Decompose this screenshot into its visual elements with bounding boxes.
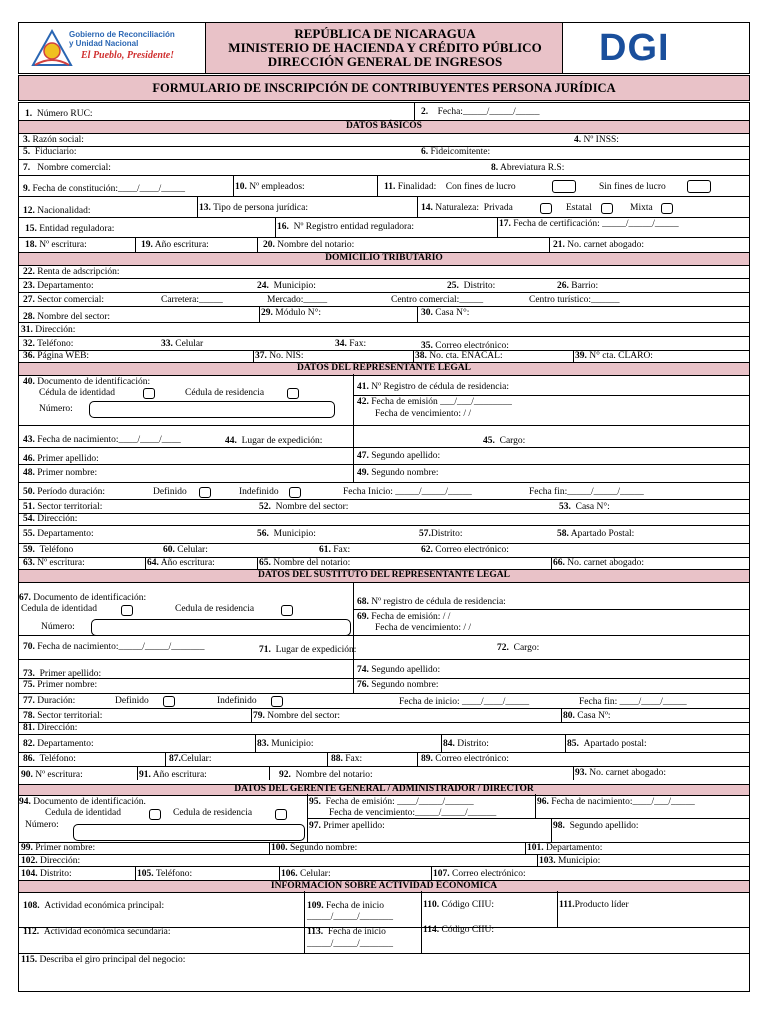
section-datos-basicos: DATOS BÁSICOS [19, 120, 749, 134]
label-25: 25. Distrito: [447, 281, 496, 291]
label-112: 112. Actividad económica secundaria: [23, 927, 171, 937]
label-47: 47. Segundo apellido: [357, 451, 441, 461]
label-101: 101. Departamento: [527, 843, 603, 853]
form-title: FORMULARIO DE INSCRIPCIÓN DE CONTRIBUYENTES PERSONA JURÍDICA [18, 75, 750, 101]
label-52: 52. Nombre del sector: [259, 502, 349, 512]
label-50b: Indefinido [239, 487, 279, 497]
label-113b: _____/_____/_______ [307, 939, 394, 949]
checkbox-estatal[interactable] [601, 203, 613, 214]
label-3: 3. Razón social: [23, 135, 84, 145]
government-logo [19, 23, 206, 73]
form-page [18, 22, 750, 992]
label-94: 94. Documento de identificación. [19, 797, 146, 807]
section-domicilio: DOMICILIO TRIBUTARIO [19, 252, 749, 266]
rep-document-number-input[interactable] [89, 401, 335, 418]
label-94c: Número: [25, 820, 59, 830]
checkbox-sin-fines-lucro[interactable] [687, 180, 711, 193]
label-8: 8. Abreviatura R.S: [491, 163, 565, 173]
label-102: 102. Dirección: [21, 856, 81, 866]
label-27c: Centro comercial:_____ [391, 295, 484, 305]
label-69b: Fecha de vencimiento: / / [375, 623, 472, 633]
label-72: 72. Cargo: [497, 643, 540, 653]
label-33: 33. Celular [161, 339, 204, 349]
label-11: 11. Finalidad: Con fines de lucro [384, 182, 516, 192]
label-estatal: Estatal [566, 203, 592, 213]
label-88: 88. Fax: [331, 754, 363, 764]
label-46: 46. Primer apellido: [23, 454, 99, 464]
label-13: 13. Tipo de persona jurídica: [199, 203, 308, 213]
label-103: 103. Municipio: [539, 856, 601, 866]
label-106: 106. Celular: [281, 869, 331, 879]
label-69: 69. Fecha de emisión: / / [357, 612, 451, 622]
label-113: 113. Fecha de inicio [307, 927, 386, 937]
label-15: 15. Entidad reguladora: [25, 224, 115, 234]
label-105: 105. Teléfono: [137, 869, 193, 879]
label-49: 49. Segundo nombre: [357, 468, 439, 478]
label-37: 37. No. NIS: [255, 351, 304, 361]
label-81: 81. Dirección: [23, 723, 78, 733]
label-73: 73. Primer apellido: [23, 669, 102, 679]
checkbox-fines-lucro[interactable] [552, 180, 576, 193]
label-82: 82. Departamento: [23, 739, 94, 749]
label-58: 58. Apartado Postal: [557, 529, 635, 539]
sust-document-number-input[interactable] [91, 619, 351, 636]
label-108: 108. Actividad económica principal: [23, 901, 165, 911]
section-representante: DATOS DEL REPRESENTANTE LEGAL [19, 362, 749, 376]
checkbox-rep-cedula-residencia[interactable] [287, 388, 299, 399]
label-63: 63. Nº escritura: [23, 558, 85, 568]
label-109b: _____/_____/_______ [307, 912, 394, 922]
label-110: 110. Código CIIU: [423, 900, 494, 910]
gov-name-line2: y Unidad Nacional [69, 39, 139, 48]
checkbox-rep-definido[interactable] [199, 487, 211, 498]
label-99: 99. Primer nombre: [21, 843, 96, 853]
label-80: 80. Casa Nº: [563, 711, 611, 721]
section-actividad: INFORMACION SOBRE ACTIVIDAD ECONOMICA [19, 880, 749, 893]
label-34: 34. Fax: [335, 339, 367, 349]
label-27a: Carretera:_____ [161, 295, 223, 305]
label-27: 27. Sector comercial: [23, 295, 104, 305]
checkbox-ger-cedula-residencia[interactable] [275, 809, 287, 820]
label-66: 66. No. carnet abogado: [553, 558, 645, 568]
dgi-text: DGI [599, 27, 670, 69]
gov-slogan: El Pueblo, Presidente! [81, 50, 175, 61]
label-70: 70. Fecha de nacimiento:_____/_____/_______ [23, 642, 205, 652]
label-61: 61. Fax: [319, 545, 351, 555]
ger-document-number-input[interactable] [73, 824, 305, 841]
label-14: 14. Naturaleza: Privada [421, 203, 513, 213]
checkbox-sust-definido[interactable] [163, 696, 175, 707]
label-51: 51. Sector territorial: [23, 502, 103, 512]
label-53: 53. Casa N°: [559, 502, 610, 512]
label-12: 12. Nacionalidad: [23, 206, 91, 216]
label-mixta: Mixta [630, 203, 653, 213]
label-29: 29. Módulo N°: [261, 308, 322, 318]
label-89: 89. Correo electrónico: [421, 754, 509, 764]
dgi-logo [562, 23, 749, 73]
label-115: 115. Describa el giro principal del negocio: [21, 955, 186, 965]
label-65: 65. Nombre del notario: [259, 558, 351, 568]
label-77c: Fecha de inicio: ____/____/_____ [399, 697, 530, 707]
label-31: 31. Dirección: [21, 325, 76, 335]
header-titles [205, 27, 565, 69]
section-sustituto: DATOS DEL SUSTITUTO DEL REPRESENTANTE LEGAL [19, 569, 749, 583]
checkbox-rep-cedula-identidad[interactable] [143, 388, 155, 399]
label-87: 87.Celular: [169, 754, 212, 764]
label-36: 36. Página WEB: [23, 351, 90, 361]
label-50: 50. Período duración: [23, 487, 106, 497]
label-41: 41. Nº Registro de cédula de residencia: [357, 382, 509, 392]
label-5: 5. Fiduciario: [23, 147, 77, 157]
label-39: 39. N° cta. CLARO: [575, 351, 653, 361]
label-90: 90. Nº escritura: [21, 770, 83, 780]
label-22: 22. Renta de adscripción: [23, 267, 120, 277]
checkbox-sust-cedula-identidad[interactable] [121, 605, 133, 616]
label-100: 100. Segundo nombre: [271, 843, 358, 853]
label-2: 2. Fecha:_____/_____/_____ [421, 107, 540, 117]
label-91: 91. Año escritura: [139, 770, 207, 780]
label-67b: Cedula de residencia [175, 604, 255, 614]
label-111: 111.Producto líder [559, 900, 629, 910]
checkbox-ger-cedula-identidad[interactable] [149, 809, 161, 820]
label-23: 23. Departamento: [23, 281, 94, 291]
checkbox-privada[interactable] [540, 203, 552, 214]
label-93: 93. No. carnet abogado: [575, 768, 667, 778]
section-gerente: DATOS DEL GERENTE GENERAL / ADMINISTRADOR / DIRECTOR [19, 784, 749, 796]
label-16: 16. Nº Registro entidad reguladora: [277, 222, 414, 232]
title-direction: DIRECCIÓN GENERAL DE INGRESOS [267, 54, 503, 69]
label-57: 57.Distrito: [419, 529, 463, 539]
label-42: 42. Fecha de emisión ___/___/________ [357, 397, 512, 407]
label-20: 20. Nombre del notario: [263, 240, 355, 250]
label-62: 62. Correo electrónico: [421, 545, 509, 555]
label-48: 48. Primer nombre: [23, 468, 98, 478]
label-77a: Definido [115, 696, 149, 706]
label-9: 9. Fecha de constitución:____/____/_____ [23, 184, 186, 194]
label-67a: Cedula de identidad [21, 604, 97, 614]
label-71: 71. Lugar de expedición: [259, 645, 357, 655]
label-19: 19. Año escritura: [141, 240, 209, 250]
label-74: 74. Segundo apellido: [357, 665, 441, 675]
label-77b: Indefinido [217, 696, 257, 706]
label-40a: Cédula de identidad [39, 388, 115, 398]
label-40b: Cédula de residencia [185, 388, 265, 398]
label-67c: Número: [41, 622, 75, 632]
title-ministry: MINISTERIO DE HACIENDA Y CRÉDITO PÚBLICO [228, 40, 542, 55]
label-30: 30. Casa N°: [421, 308, 470, 318]
label-11b: Sin fines de lucro [599, 182, 666, 192]
label-83: 83. Municipio: [257, 739, 314, 749]
label-79: 79. Nombre del sector: [253, 711, 341, 721]
label-85: 85. Apartado postal: [567, 739, 647, 749]
title-republic: REPÚBLICA DE NICARAGUA [294, 26, 476, 41]
label-92: 92. Nombre del notario: [279, 770, 373, 780]
label-26: 26. Barrio: [557, 281, 599, 291]
label-21: 21. No. carnet abogado: [553, 240, 645, 250]
label-24: 24. Municipio: [257, 281, 316, 291]
label-98: 98. Segundo apellido: [553, 821, 639, 831]
label-42b: Fecha de vencimiento: / / [375, 409, 472, 419]
label-40: 40. Documento de identificación: [23, 377, 151, 387]
label-75: 75. Primer nombre: [23, 680, 98, 690]
checkbox-sust-cedula-residencia[interactable] [281, 605, 293, 616]
label-7: 7. Nombre comercial: [23, 163, 111, 173]
label-96: 96. Fecha de nacimiento:____/___/_____ [537, 797, 695, 807]
label-104: 104. Distrito: [21, 869, 72, 879]
label-97: 97. Primer apellido: [309, 821, 385, 831]
label-56: 56. Municipio: [257, 529, 316, 539]
label-114: 114. Código CIIU: [423, 925, 494, 935]
label-109: 109. Fecha de inicio [307, 901, 385, 911]
label-27d: Centro turístico:______ [529, 295, 620, 305]
label-64: 64. Año escritura: [147, 558, 215, 568]
label-54: 54. Dirección: [23, 514, 78, 524]
label-76: 76. Segundo nombre: [357, 680, 439, 690]
label-67: 67. Documento de identificación: [19, 593, 147, 603]
label-55: 55. Departamento: [23, 529, 94, 539]
label-77d: Fecha fin: ____/____/_____ [579, 697, 687, 707]
label-27b: Mercado:_____ [267, 295, 328, 305]
label-32: 32. Teléfono: [23, 339, 74, 349]
label-6: 6. Fideicomitente: [421, 147, 491, 157]
label-28: 28. Nombre del sector: [23, 312, 111, 322]
label-95b: Fecha de vencimiento:_____/_____/______ [329, 808, 497, 818]
label-86: 86. Teléfono: [23, 754, 76, 764]
label-50d: Fecha fin:_____/_____/_____ [529, 487, 644, 497]
label-18: 18. Nº escritura: [25, 240, 87, 250]
label-1: 1. Número RUC: [25, 109, 93, 119]
label-94b: Cedula de residencia [173, 808, 253, 818]
label-60: 60. Celular: [163, 545, 208, 555]
label-10: 10. Nº empleados: [235, 182, 305, 192]
label-44: 44. Lugar de expedición: [225, 436, 323, 446]
label-68: 68. Nº registro de cédula de residencia: [357, 597, 506, 607]
label-94a: Cedula de identidad [45, 808, 121, 818]
form-body [18, 102, 750, 992]
label-78: 78. Sector territorial: [23, 711, 103, 721]
label-40c: Número: [39, 404, 73, 414]
label-45: 45. Cargo: [483, 436, 526, 446]
label-50a: Definido [153, 487, 187, 497]
label-43: 43. Fecha de nacimiento:____/____/____ [23, 435, 181, 445]
label-59: 59. Teléfono [23, 545, 74, 555]
gov-name-line1: Gobierno de Reconciliación [69, 30, 175, 39]
label-107: 107. Correo electrónico: [433, 869, 526, 879]
label-95: 95. Fecha de emisión: ____/_____/______ [309, 797, 474, 807]
label-38: 38. No. cta. ENACAL: [415, 351, 503, 361]
label-84: 84. Distrito: [443, 739, 489, 749]
checkbox-rep-indefinido[interactable] [289, 487, 301, 498]
checkbox-mixta[interactable] [661, 203, 673, 214]
header [18, 22, 750, 74]
label-77: 77. Duración: [23, 696, 76, 706]
label-4: 4. Nº INSS: [574, 135, 619, 145]
label-50c: Fecha Inicio: _____/_____/_____ [343, 487, 472, 497]
label-17: 17. Fecha de certificación: _____/_____/_____ [499, 219, 679, 229]
checkbox-sust-indefinido[interactable] [271, 696, 283, 707]
label-35: 35. Correo electrónico: [421, 341, 509, 351]
